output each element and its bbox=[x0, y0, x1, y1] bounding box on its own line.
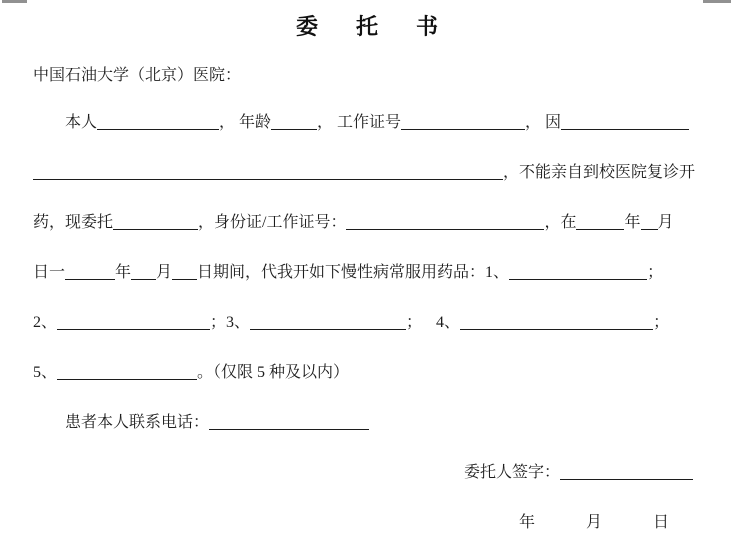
blank-field bbox=[561, 113, 689, 130]
text-segment: 。（仅限 5 种及以内） bbox=[197, 364, 350, 381]
blank-field bbox=[33, 163, 503, 180]
blank-field bbox=[172, 263, 197, 280]
blank-field bbox=[57, 313, 210, 330]
text-segment: 年 bbox=[115, 264, 132, 281]
line-reason-continued bbox=[33, 148, 701, 198]
line-signature bbox=[33, 448, 701, 498]
text-segment: 日 bbox=[652, 514, 669, 531]
blank-field bbox=[641, 213, 658, 230]
form-body bbox=[0, 98, 734, 548]
line-patient-phone bbox=[33, 398, 701, 448]
blank-field bbox=[250, 313, 406, 330]
text-segment: ， 工作证号 bbox=[317, 114, 402, 131]
text-segment: 4、 bbox=[436, 314, 461, 331]
blank-field bbox=[576, 213, 624, 230]
text-segment: ；3、 bbox=[210, 314, 251, 331]
text-segment: ； bbox=[406, 314, 423, 331]
text-segment: ， 年龄 bbox=[219, 114, 272, 131]
blank-field bbox=[271, 113, 317, 130]
text-segment: ； bbox=[653, 314, 670, 331]
text-segment: ， 因 bbox=[525, 114, 562, 131]
text-segment: 日一 bbox=[33, 264, 66, 281]
blank-field bbox=[57, 363, 197, 380]
text-segment: 月 bbox=[156, 264, 173, 281]
text-segment: 月 bbox=[585, 514, 602, 531]
text-segment: 5、 bbox=[33, 364, 58, 381]
text-segment: 患者本人联系电话： bbox=[65, 414, 210, 431]
text-segment: 年 bbox=[518, 514, 535, 531]
text-segment: 日期间，代我开如下慢性病常服用药品：1、 bbox=[197, 264, 510, 281]
page-title: 委 托 书 bbox=[295, 14, 446, 39]
text-segment: ，在 bbox=[544, 214, 577, 231]
blank-field bbox=[401, 113, 525, 130]
blank-field bbox=[131, 263, 156, 280]
screen-corner-artifact-left bbox=[2, 0, 27, 3]
text-segment: 年 bbox=[624, 214, 641, 231]
line-delegate-info bbox=[33, 198, 701, 248]
line-applicant-info bbox=[33, 98, 701, 148]
line-drugs-2-3-4 bbox=[33, 298, 701, 348]
blank-field bbox=[65, 263, 115, 280]
text-segment: 月 bbox=[657, 214, 674, 231]
recipient-line: 中国石油大学（北京）医院： bbox=[33, 67, 242, 84]
blank-field bbox=[113, 213, 198, 230]
screen-corner-artifact-right bbox=[703, 0, 731, 3]
line-drug-5-limit bbox=[33, 348, 701, 398]
text-segment: 委托人签字： bbox=[463, 464, 560, 481]
text-segment: 2、 bbox=[33, 314, 58, 331]
text-segment: ，身份证/工作证号： bbox=[198, 214, 347, 231]
line-period-and-drug-1 bbox=[33, 248, 701, 298]
blank-field bbox=[509, 263, 647, 280]
blank-field bbox=[209, 413, 369, 430]
blank-field bbox=[460, 313, 653, 330]
text-segment: ，不能亲自到校医院复诊开 bbox=[503, 164, 696, 181]
text-segment: 本人 bbox=[65, 114, 98, 131]
line-date bbox=[33, 498, 701, 548]
blank-field bbox=[560, 463, 693, 480]
blank-field bbox=[97, 113, 219, 130]
text-segment: ； bbox=[647, 264, 664, 281]
text-segment: 药，现委托 bbox=[33, 214, 114, 231]
blank-field bbox=[346, 213, 544, 230]
